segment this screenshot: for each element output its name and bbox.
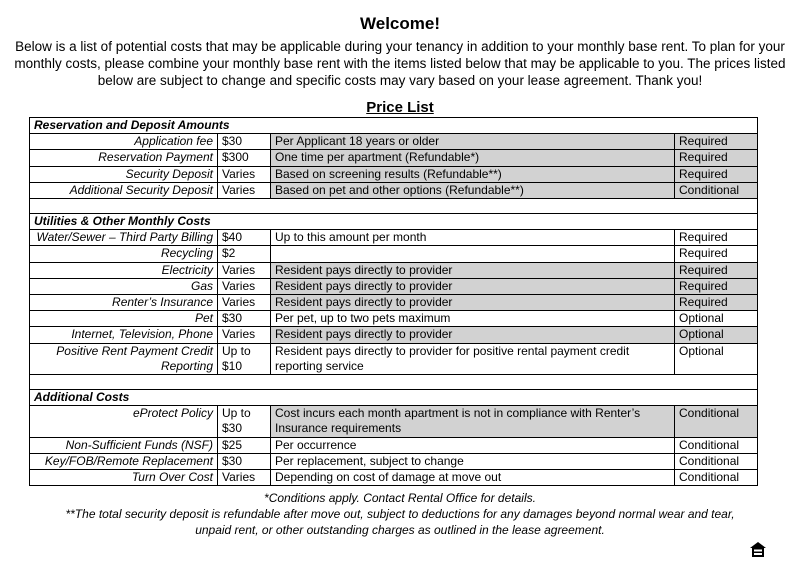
item-status: Required bbox=[675, 230, 758, 246]
item-price: $30 bbox=[218, 453, 271, 469]
item-description: One time per apartment (Refundable*) bbox=[271, 150, 675, 166]
section-heading: Utilities & Other Monthly Costs bbox=[30, 214, 758, 230]
item-price: $25 bbox=[218, 437, 271, 453]
item-description: Per occurrence bbox=[271, 437, 675, 453]
item-name: Reservation Payment bbox=[30, 150, 218, 166]
section-heading-row bbox=[30, 118, 758, 134]
item-status: Conditional bbox=[675, 453, 758, 469]
table-row bbox=[30, 470, 758, 486]
item-price: Varies bbox=[218, 295, 271, 311]
item-name: Water/Sewer – Third Party Billing bbox=[30, 230, 218, 246]
item-price: $30 bbox=[218, 134, 271, 150]
item-name: Security Deposit bbox=[30, 166, 218, 182]
item-price: Varies bbox=[218, 182, 271, 198]
equal-housing-opportunity-icon bbox=[749, 541, 767, 559]
item-status: Conditional bbox=[675, 182, 758, 198]
item-name: Internet, Television, Phone bbox=[30, 327, 218, 343]
item-status: Required bbox=[675, 295, 758, 311]
item-price: Varies bbox=[218, 327, 271, 343]
item-price: $40 bbox=[218, 230, 271, 246]
table-row bbox=[30, 295, 758, 311]
item-status: Optional bbox=[675, 343, 758, 374]
table-row bbox=[30, 278, 758, 294]
table-row bbox=[30, 246, 758, 262]
item-status: Required bbox=[675, 150, 758, 166]
table-row bbox=[30, 327, 758, 343]
page-title: Welcome! bbox=[360, 14, 440, 33]
item-price: $300 bbox=[218, 150, 271, 166]
item-name: Additional Security Deposit bbox=[30, 182, 218, 198]
item-price: Varies bbox=[218, 166, 271, 182]
item-description: Resident pays directly to provider bbox=[271, 278, 675, 294]
item-name: Turn Over Cost bbox=[30, 470, 218, 486]
item-status: Required bbox=[675, 134, 758, 150]
item-description: Based on pet and other options (Refundable**) bbox=[271, 182, 675, 198]
section-heading: Additional Costs bbox=[30, 390, 758, 406]
item-status: Optional bbox=[675, 311, 758, 327]
item-price: $30 bbox=[218, 311, 271, 327]
item-name: Pet bbox=[30, 311, 218, 327]
item-price: $2 bbox=[218, 246, 271, 262]
item-name: Positive Rent Payment Credit Reporting bbox=[30, 343, 218, 374]
item-name: Non-Sufficient Funds (NSF) bbox=[30, 437, 218, 453]
item-price: Up to $30 bbox=[218, 406, 271, 437]
item-status: Conditional bbox=[675, 437, 758, 453]
item-description: Resident pays directly to provider bbox=[271, 295, 675, 311]
item-name: Renter’s Insurance bbox=[30, 295, 218, 311]
section-heading: Reservation and Deposit Amounts bbox=[30, 118, 758, 134]
table-row bbox=[30, 182, 758, 198]
item-price: Varies bbox=[218, 470, 271, 486]
table-row bbox=[30, 150, 758, 166]
item-status: Optional bbox=[675, 327, 758, 343]
footnote-security-deposit: **The total security deposit is refundable after move out, subject to deductions for any damages beyond normal wear and tear, unpaid rent, or other outstanding charges as outlined in the lease agreement. bbox=[65, 507, 735, 537]
item-description: Per replacement, subject to change bbox=[271, 453, 675, 469]
item-description: Based on screening results (Refundable**) bbox=[271, 166, 675, 182]
item-status: Required bbox=[675, 166, 758, 182]
item-description: Cost incurs each month apartment is not in compliance with Renter’s Insurance requirements bbox=[271, 406, 675, 437]
item-description: Depending on cost of damage at move out bbox=[271, 470, 675, 486]
item-status: Conditional bbox=[675, 406, 758, 437]
item-status: Conditional bbox=[675, 470, 758, 486]
table-row bbox=[30, 262, 758, 278]
item-description: Resident pays directly to provider bbox=[271, 262, 675, 278]
item-status: Required bbox=[675, 262, 758, 278]
item-description: Resident pays directly to provider for positive rental payment credit reporting service bbox=[271, 343, 675, 374]
table-row bbox=[30, 453, 758, 469]
item-description bbox=[271, 246, 675, 262]
section-spacer bbox=[30, 375, 758, 390]
table-row bbox=[30, 343, 758, 374]
item-status: Required bbox=[675, 278, 758, 294]
item-description: Per Applicant 18 years or older bbox=[271, 134, 675, 150]
intro-paragraph: Below is a list of potential costs that may be applicable during your tenancy in addition to your monthly base rent. To plan for your monthly costs, please combine your monthly base rent with the items listed below that may be applicable to you. The prices listed below are subject to change and specific costs may vary based on your lease agreement. Thank you! bbox=[14, 39, 786, 88]
footnote-conditions: *Conditions apply. Contact Rental Office for details. bbox=[264, 491, 536, 505]
price-list-table bbox=[29, 117, 758, 486]
item-name: eProtect Policy bbox=[30, 406, 218, 437]
table-row bbox=[30, 230, 758, 246]
item-price: Varies bbox=[218, 278, 271, 294]
table-row bbox=[30, 166, 758, 182]
footnotes bbox=[0, 490, 800, 538]
item-price: Varies bbox=[218, 262, 271, 278]
item-name: Key/FOB/Remote Replacement bbox=[30, 453, 218, 469]
table-row bbox=[30, 437, 758, 453]
item-description: Per pet, up to two pets maximum bbox=[271, 311, 675, 327]
item-name: Recycling bbox=[30, 246, 218, 262]
table-row bbox=[30, 406, 758, 437]
item-price: Up to $10 bbox=[218, 343, 271, 374]
price-list-title: Price List bbox=[366, 99, 434, 116]
section-heading-row bbox=[30, 214, 758, 230]
section-spacer bbox=[30, 199, 758, 214]
section-heading-row bbox=[30, 390, 758, 406]
item-name: Electricity bbox=[30, 262, 218, 278]
table-row bbox=[30, 311, 758, 327]
table-row bbox=[30, 134, 758, 150]
item-name: Application fee bbox=[30, 134, 218, 150]
item-status: Required bbox=[675, 246, 758, 262]
item-name: Gas bbox=[30, 278, 218, 294]
item-description: Resident pays directly to provider bbox=[271, 327, 675, 343]
item-description: Up to this amount per month bbox=[271, 230, 675, 246]
